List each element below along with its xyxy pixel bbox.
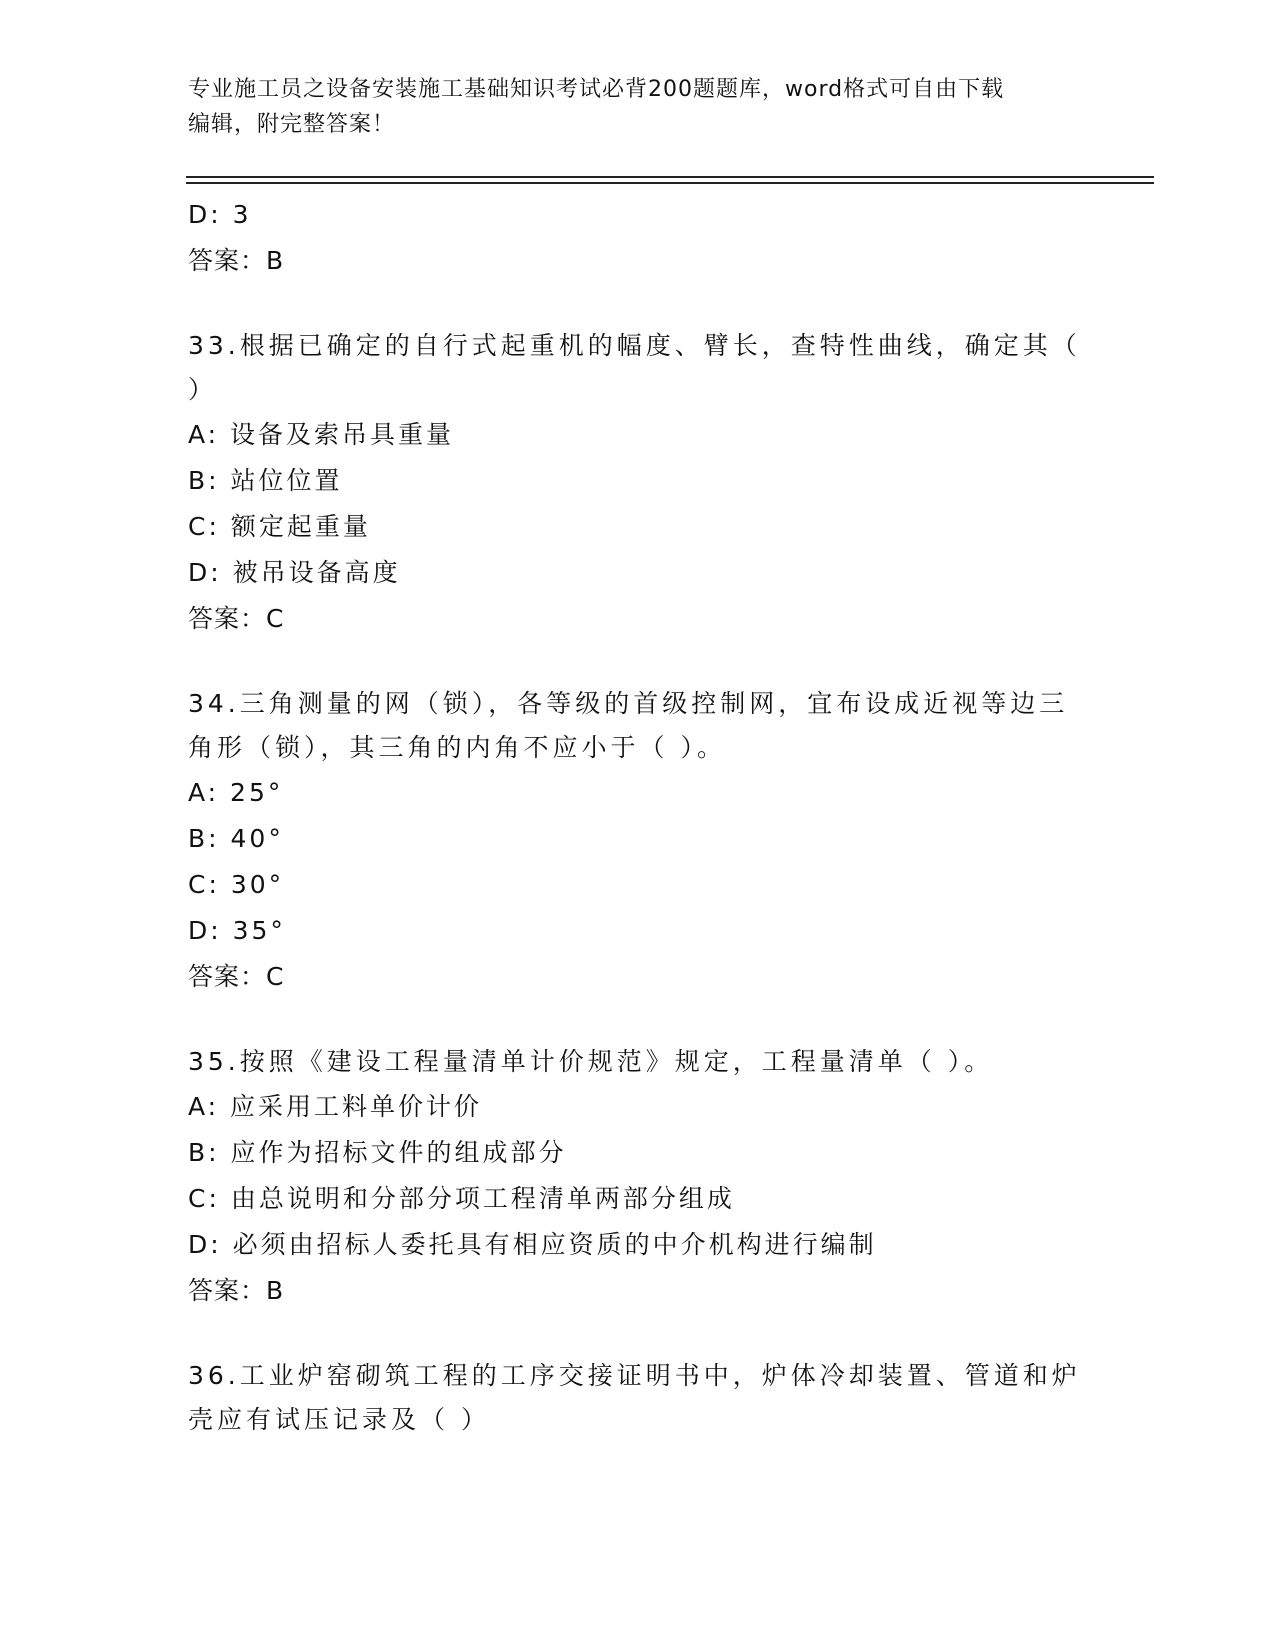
header-rule-bottom	[186, 182, 1154, 184]
answer: 答案：B	[188, 1276, 285, 1305]
question-text-cont: 角形（锁），其三角的内角不应小于（ ）。	[188, 733, 726, 762]
question-36	[188, 1354, 1088, 1442]
document-body	[188, 192, 1088, 1442]
question-text: 33.根据已确定的自行式起重机的幅度、臂长，查特性曲线，确定其（	[188, 331, 1081, 360]
option-d: D: 被吊设备高度	[188, 558, 401, 587]
option-a: A: 应采用工料单价计价	[188, 1092, 483, 1121]
option-c: C: 由总说明和分部分项工程清单两部分组成	[188, 1184, 735, 1213]
option-c: C: 额定起重量	[188, 512, 371, 541]
option-b: B: 站位位置	[188, 466, 343, 495]
question-text: 34.三角测量的网（锁），各等级的首级控制网，宜布设成近视等边三	[188, 689, 1069, 718]
option-d: D: 必须由招标人委托具有相应资质的中介机构进行编制	[188, 1230, 877, 1259]
answer: 答案：C	[188, 604, 285, 633]
prev-option-d: D: 3	[188, 200, 252, 229]
question-text-cont: ）	[188, 375, 218, 404]
question-text-cont: 壳应有试压记录及（ ）	[188, 1405, 490, 1434]
header-rule-top	[186, 176, 1154, 178]
question-text: 35.按照《建设工程量清单计价规范》规定，工程量清单（ ）。	[188, 1047, 994, 1076]
prev-answer: 答案：B	[188, 246, 285, 275]
option-b: B: 40°	[188, 824, 284, 853]
question-35	[188, 1040, 1088, 1314]
header-line-1: 专业施工员之设备安装施工基础知识考试必背200题题库，word格式可自由下载	[188, 77, 1005, 102]
question-33	[188, 324, 1088, 642]
document-header	[188, 72, 1068, 142]
option-d: D: 35°	[188, 916, 286, 945]
question-text: 36.工业炉窑砌筑工程的工序交接证明书中，炉体冷却装置、管道和炉	[188, 1361, 1081, 1390]
option-c: C: 30°	[188, 870, 285, 899]
option-b: B: 应作为招标文件的组成部分	[188, 1138, 567, 1167]
option-a: A: 25°	[188, 778, 284, 807]
option-a: A: 设备及索吊具重量	[188, 420, 455, 449]
question-34	[188, 682, 1088, 1000]
header-line-2: 编辑，附完整答案！	[188, 112, 396, 137]
answer: 答案：C	[188, 962, 285, 991]
